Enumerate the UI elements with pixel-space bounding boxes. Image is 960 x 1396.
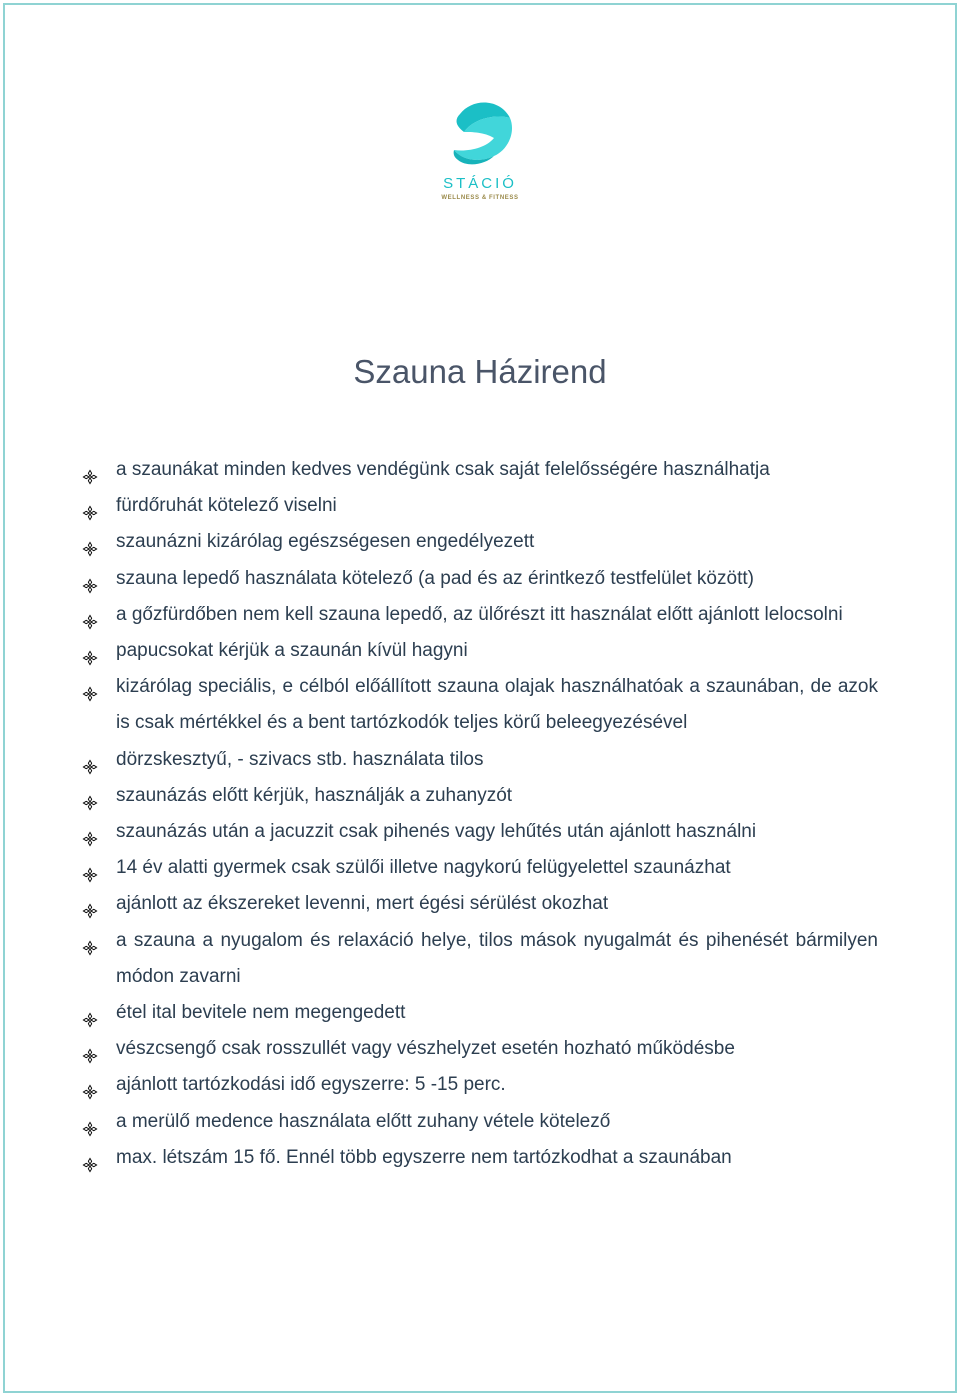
diamond-flower-bullet-icon bbox=[82, 1150, 98, 1166]
rule-text: a szaunákat minden kedves vendégünk csak saját felelősségére használhatja bbox=[116, 459, 770, 480]
rule-item bbox=[82, 995, 878, 1031]
rule-item bbox=[82, 488, 878, 524]
diamond-flower-bullet-icon bbox=[82, 1077, 98, 1093]
rule-text: a szauna a nyugalom és relaxáció helye, tilos mások nyugalmát és pihenését bármilyen módon zavarni bbox=[116, 929, 878, 987]
rule-item bbox=[82, 850, 878, 886]
diamond-flower-bullet-icon bbox=[82, 643, 98, 659]
rule-text: kizárólag speciális, e célból előállított szauna olajak használhatóak a szaunában, de azok is csak mértékkel és a bent tartózkodók teljes körű beleegyezésével bbox=[116, 676, 878, 734]
rule-item bbox=[82, 814, 878, 850]
diamond-flower-bullet-icon bbox=[82, 752, 98, 768]
rule-text: étel ital bevitele nem megengedett bbox=[116, 1002, 406, 1024]
diamond-flower-bullet-icon bbox=[82, 788, 98, 804]
wave-s-logo-icon bbox=[420, 92, 540, 172]
diamond-flower-bullet-icon bbox=[82, 607, 98, 623]
rule-item bbox=[82, 524, 878, 560]
diamond-flower-bullet-icon bbox=[82, 679, 98, 695]
rule-text: a gőzfürdőben nem kell szauna lepedő, az ülőrészt itt használat előtt ajánlott lelocsolni bbox=[116, 603, 843, 625]
rule-item bbox=[82, 1104, 878, 1140]
diamond-flower-bullet-icon bbox=[82, 534, 98, 550]
diamond-flower-bullet-icon bbox=[82, 1114, 98, 1130]
rule-item bbox=[82, 1031, 878, 1067]
rule-text: vészcsengő csak rosszullét vagy vészhelyzet esetén hozható működésbe bbox=[116, 1038, 735, 1060]
rule-item bbox=[82, 742, 878, 778]
rule-text: fürdőruhát kötelező viselni bbox=[116, 495, 337, 517]
rule-item bbox=[82, 452, 878, 488]
page-title: Szauna Házirend bbox=[353, 353, 607, 390]
rule-item bbox=[82, 669, 878, 741]
logo-name: STÁCIÓ bbox=[443, 175, 517, 192]
diamond-flower-bullet-icon bbox=[82, 933, 98, 949]
rule-item bbox=[82, 923, 878, 995]
diamond-flower-bullet-icon bbox=[82, 1041, 98, 1057]
diamond-flower-bullet-icon bbox=[82, 462, 98, 478]
diamond-flower-bullet-icon bbox=[82, 860, 98, 876]
rule-text: dörzskesztyű, - szivacs stb. használata tilos bbox=[116, 748, 484, 770]
rule-text: ajánlott az ékszereket levenni, mert égési sérülést okozhat bbox=[116, 893, 609, 915]
logo bbox=[420, 92, 540, 212]
rule-text: papucsokat kérjük a szaunán kívül hagyni bbox=[116, 640, 468, 662]
diamond-flower-bullet-icon bbox=[82, 571, 98, 587]
rule-text: szaunázás előtt kérjük, használják a zuhanyzót bbox=[116, 784, 513, 806]
rule-item bbox=[82, 633, 878, 669]
rule-item bbox=[82, 778, 878, 814]
rules-list bbox=[82, 452, 878, 1176]
rule-text: 14 év alatti gyermek csak szülői illetve nagykorú felügyelettel szaunázhat bbox=[116, 857, 731, 879]
rule-item bbox=[82, 561, 878, 597]
rule-text: ajánlott tartózkodási idő egyszerre: 5 -15 perc. bbox=[116, 1074, 506, 1096]
rule-item bbox=[82, 597, 878, 633]
rule-text: a merülő medence használata előtt zuhany vétele kötelező bbox=[116, 1110, 611, 1132]
rule-text: szaunázás után a jacuzzit csak pihenés vagy lehűtés után ajánlott használni bbox=[116, 821, 757, 843]
rule-text: szaunázni kizárólag egészségesen engedélyezett bbox=[116, 531, 535, 553]
logo-subtitle: WELLNESS & FITNESS bbox=[441, 195, 519, 201]
rule-text: max. létszám 15 fő. Ennél több egyszerre nem tartózkodhat a szaunában bbox=[116, 1146, 732, 1168]
rule-text: szauna lepedő használata kötelező (a pad és az érintkező testfelület között) bbox=[116, 567, 754, 589]
diamond-flower-bullet-icon bbox=[82, 498, 98, 514]
diamond-flower-bullet-icon bbox=[82, 1005, 98, 1021]
diamond-flower-bullet-icon bbox=[82, 896, 98, 912]
rule-item bbox=[82, 886, 878, 922]
diamond-flower-bullet-icon bbox=[82, 824, 98, 840]
rule-item bbox=[82, 1140, 878, 1176]
rule-item bbox=[82, 1067, 878, 1103]
